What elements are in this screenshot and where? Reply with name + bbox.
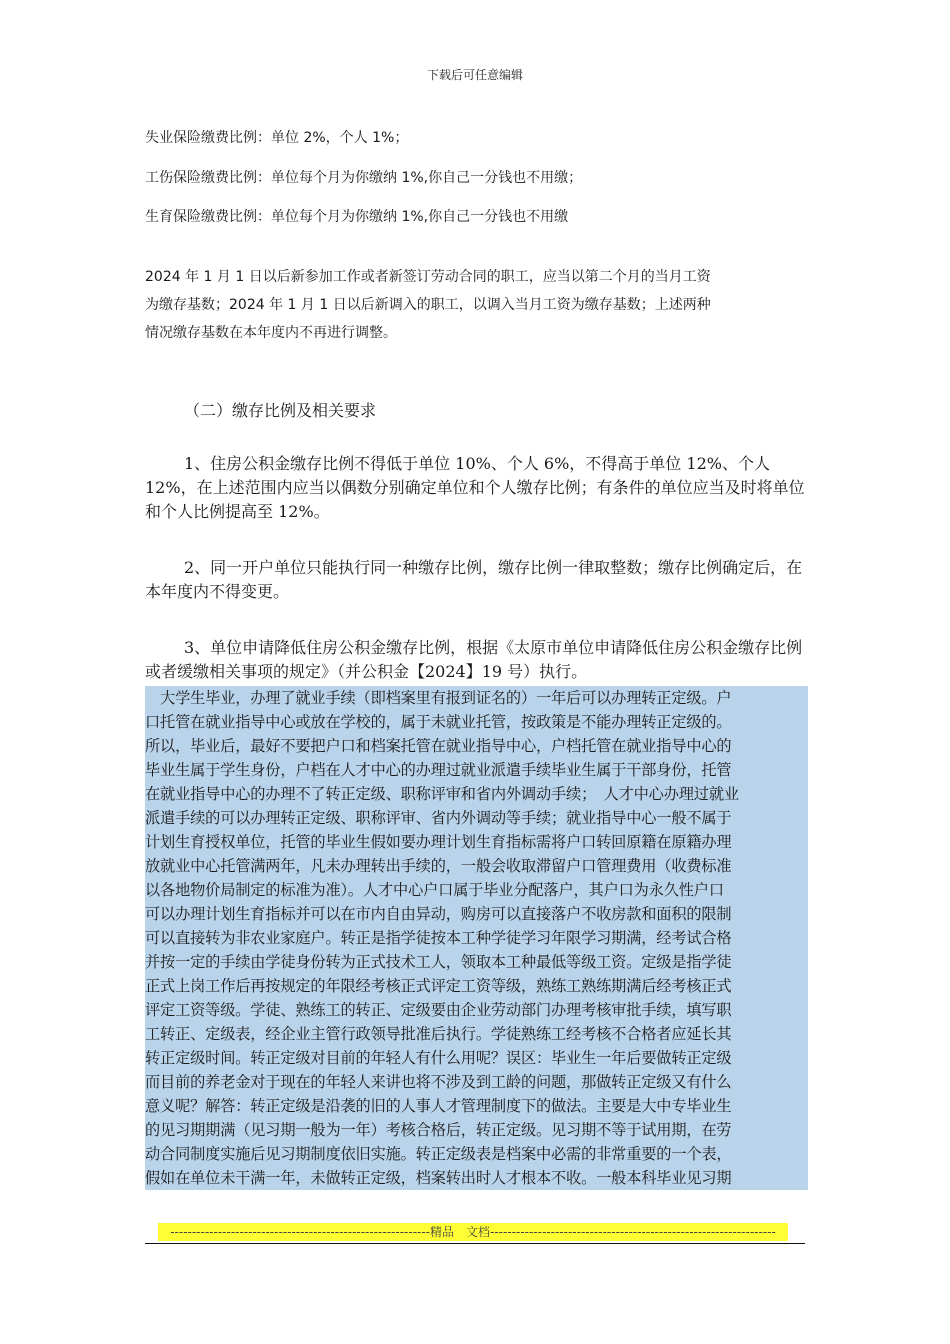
highlighted-text-block[interactable] [145,686,808,1190]
highlighted-line: 可以办理计划生育指标并可以在市内自由异动，购房可以直接落户不收房款和面积的限制 [145,902,808,926]
paragraph-line: 情况缴存基数在本年度内不再进行调整。 [145,325,397,341]
highlighted-line: 意义呢？解答：转正定级是沿袭的旧的人事人才管理制度下的做法。主要是大中专毕业生 [145,1094,808,1118]
highlighted-line: 动合同制度实施后见习期制度依旧实施。转正定级表是档案中必需的非常重要的一个表， [145,1142,808,1166]
highlighted-line: 的见习期期满（见习期一般为一年）考核合格后，转正定级。见习期不等于试用期，在劳 [145,1118,808,1142]
highlighted-line: 评定工资等级。学徒、熟练工的转正、定级要由企业劳动部门办理考核审批手续，填写职 [145,998,808,1022]
rule-paragraph-3: 3、单位申请降低住房公积金缴存比例，根据《太原市单位申请降低住房公积金缴存比例或者缓缴相关事项的规定》（并公积金【2024】19 号）执行。 [145,638,803,681]
highlighted-line: 所以，毕业后，最好不要把户口和档案托管在就业指导中心，户档托管在就业指导中心的 [145,734,808,758]
page-footer: ------------------------------------------------------------精品 文档------------------------------------------------------------------ [158,1223,788,1241]
highlighted-line: 可以直接转为非农业家庭户。转正是指学徒按本工种学徒学习年限学习期满，经考试合格 [145,926,808,950]
highlighted-line: 毕业生属于学生身份，户档在人才中心的办理过就业派遣手续毕业生属于干部身份，托管 [145,758,808,782]
injury-insurance-line: 工伤保险缴费比例：单位每个月为你缴纳 1%,你自己一分钱也不用缴； [145,170,583,186]
highlighted-line: 而目前的养老金对于现在的年轻人来讲也将不涉及到工龄的问题，那做转正定级又有什么 [145,1070,808,1094]
highlighted-line: 工转正、定级表，经企业主管行政领导批准后执行。学徒熟练工经考核不合格者应延长其 [145,1022,808,1046]
highlighted-line: 假如在单位未干满一年，未做转正定级，档案转出时人才根本不收。一般本科毕业见习期 [145,1166,808,1190]
section-title: （二）缴存比例及相关要求 [184,401,377,420]
highlighted-line: 正式上岗工作后再按规定的年限经考核正式评定工资等级，熟练工熟练期满后经考核正式 [145,974,808,998]
maternity-insurance-line: 生育保险缴费比例：单位每个月为你缴纳 1%,你自己一分钱也不用缴 [145,209,569,225]
highlighted-line: 放就业中心托管满两年，凡未办理转出手续的，一般会收取滞留户口管理费用（收费标准 [145,854,808,878]
contribution-base-paragraph [145,263,805,347]
highlighted-line: 转正定级时间。转正定级对目前的年轻人有什么用呢？误区：毕业生一年后要做转正定级 [145,1046,808,1070]
paragraph-line: 2024 年 1 月 1 日以后新参加工作或者新签订劳动合同的职工，应当以第二个月的当月工资 [145,269,711,285]
rule-paragraph-1: 1、住房公积金缴存比例不得低于单位 10%、个人 6%，不得高于单位 12%、个人 12%，在上述范围内应当以偶数分别确定单位和个人缴存比例；有条件的单位应当及时将单位和个人比例提高至 12%。 [145,454,805,521]
highlighted-line: 大学生毕业，办理了就业手续（即档案里有报到证名的）一年后可以办理转正定级。户 [145,686,808,710]
highlighted-line: 派遣手续的可以办理转正定级、职称评审、省内外调动等手续；就业指导中心一般不属于 [145,806,808,830]
rule-paragraph-2: 2、同一开户单位只能执行同一种缴存比例，缴存比例一律取整数；缴存比例确定后，在本年度内不得变更。 [145,558,803,601]
highlighted-line: 在就业指导中心的办理不了转正定级、职称评审和省内外调动手续； 人才中心办理过就业 [145,782,808,806]
page-header: 下载后可任意编辑 [426,68,523,82]
unemployment-insurance-line: 失业保险缴费比例：单位 2%，个人 1%； [145,130,409,146]
highlighted-line: 以各地物价局制定的标准为准）。人才中心户口属于毕业分配落户，其户口为永久性户口 [145,878,808,902]
highlighted-line: 口托管在就业指导中心或放在学校的，属于未就业托管，按政策是不能办理转正定级的。 [145,710,808,734]
highlighted-line: 并按一定的手续由学徒身份转为正式技术工人，领取本工种最低等级工资。定级是指学徒 [145,950,808,974]
paragraph-line: 为缴存基数；2024 年 1 月 1 日以后新调入的职工，以调入当月工资为缴存基数；上述两种 [145,297,711,313]
highlighted-line: 计划生育授权单位，托管的毕业生假如要办理计划生育指标需将户口转回原籍在原籍办理 [145,830,808,854]
footer-divider [145,1243,805,1244]
